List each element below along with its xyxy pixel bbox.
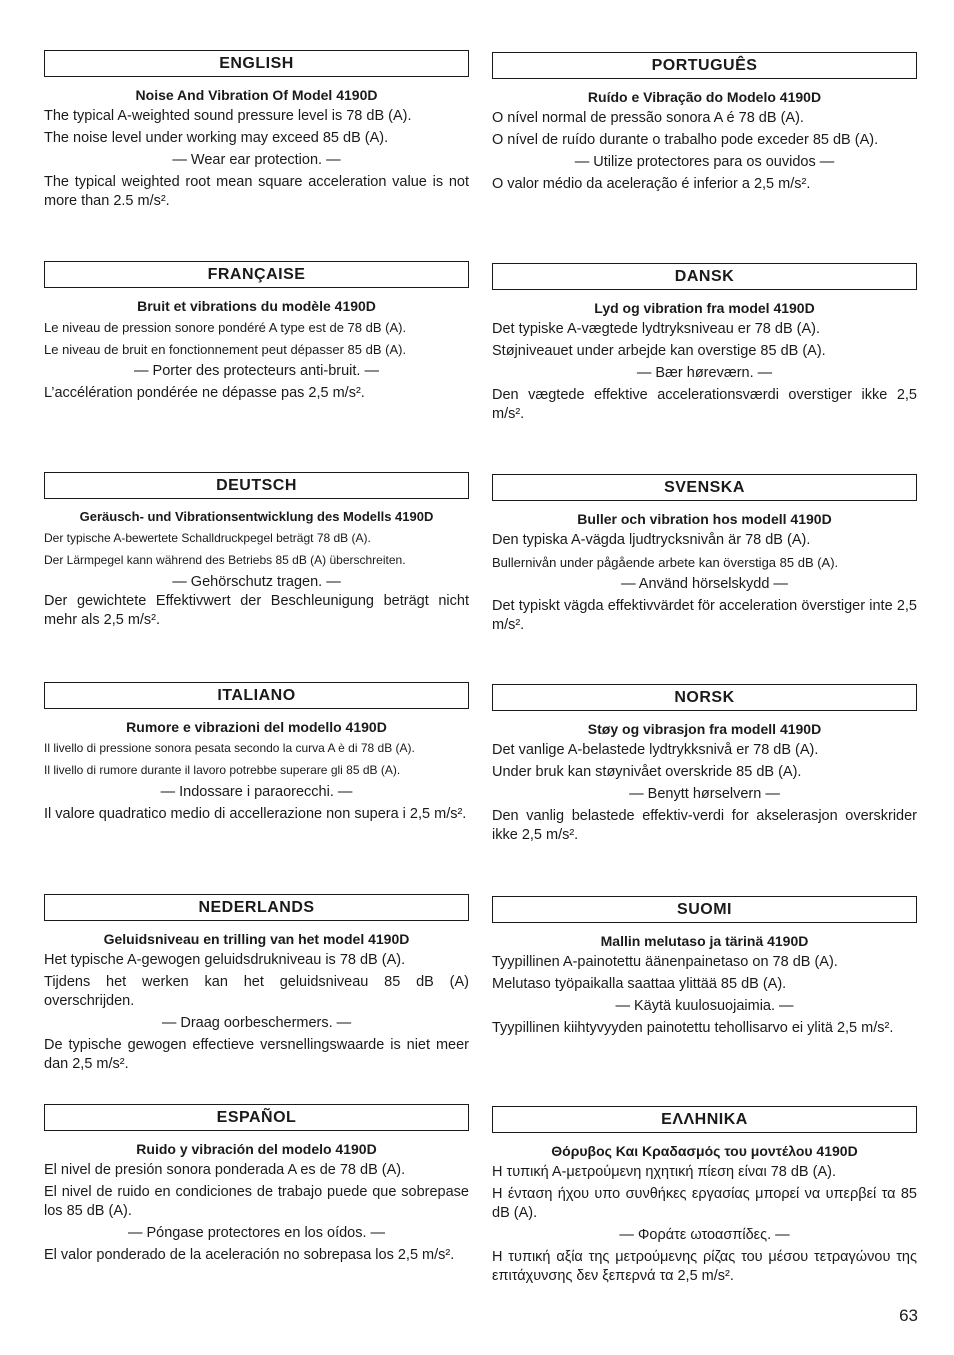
- noise-level-text: Il livello di rumore durante il lavoro potrebbe superare gli 85 dB (A).: [44, 763, 401, 777]
- ear-protection-text: — Käytä kuulosuojaimia. —: [615, 998, 794, 1014]
- noise-level-text: El nivel de ruido en condiciones de trabajo puede que sobrepase los 85 dB (A).: [44, 1184, 469, 1219]
- section-svenska: [492, 474, 917, 635]
- section-title: SVENSKA: [492, 474, 917, 501]
- ear-protection-text: — Póngase protectores en los oídos. —: [127, 1225, 386, 1241]
- ear-protection-text: — Draag oorbeschermers. —: [161, 1015, 352, 1031]
- sound-pressure-text: Il livello di pressione sonora pesata secondo la curva A è di 78 dB (A).: [44, 741, 415, 755]
- acceleration-text: Den vægtede effektive accelerationsværdi overstiger ikke 2,5 m/s².: [492, 387, 917, 422]
- ear-protection-text: — Porter des protecteurs anti-bruit. —: [134, 363, 379, 379]
- section-english: [44, 50, 469, 211]
- section-title: ITALIANO: [44, 682, 469, 709]
- page-number: 63: [899, 1306, 918, 1325]
- section-title: DEUTSCH: [44, 472, 469, 499]
- noise-level-text: O nível de ruído durante o trabalho pode exceder 85 dB (A).: [492, 132, 879, 148]
- acceleration-text: Il valore quadratico medio di accellerazione non supera i 2,5 m/s².: [44, 806, 467, 822]
- acceleration-text: Den vanlig belastede effektiv-verdi for akselerasjon overskrider ikke 2,5 m/s².: [492, 808, 917, 843]
- section-title: DANSK: [492, 263, 917, 290]
- section-subtitle: Buller och vibration hos modell 4190D: [577, 511, 832, 527]
- section-espanol: [44, 1104, 469, 1265]
- section-subtitle: Lyd og vibration fra model 4190D: [594, 300, 815, 316]
- section-deutsch: [44, 472, 469, 630]
- section-subtitle: Geluidsniveau en trilling van het model 4190D: [103, 931, 410, 947]
- sound-pressure-text: Der typische A-bewertete Schalldruckpegel beträgt 78 dB (A).: [44, 531, 371, 545]
- section-subtitle: Ruido y vibración del modelo 4190D: [136, 1141, 377, 1157]
- section-dansk: [492, 263, 917, 424]
- section-title: NORSK: [492, 684, 917, 711]
- sound-pressure-text: Det typiske A-vægtede lydtryksniveau er 78 dB (A).: [492, 321, 821, 337]
- sound-pressure-text: Le niveau de pression sonore pondéré A type est de 78 dB (A).: [44, 320, 407, 335]
- acceleration-text: L’accélération pondérée ne dépasse pas 2,5 m/s².: [44, 385, 365, 401]
- section-italiano: [44, 682, 469, 824]
- section-norsk: [492, 684, 917, 845]
- ear-protection-text: — Utilize protectores para os ouvidos —: [574, 154, 835, 170]
- section-title: NEDERLANDS: [44, 894, 469, 921]
- section-title: SUOMI: [492, 896, 917, 923]
- sound-pressure-text: Tyypillinen A-painotettu äänenpainetaso on 78 dB (A).: [492, 954, 838, 970]
- acceleration-text: Det typiskt vägda effektivvärdet för acceleration överstiger inte 2,5 m/s².: [492, 598, 917, 633]
- section-title: FRANÇAISE: [44, 261, 469, 288]
- acceleration-text: O valor médio da aceleração é inferior a 2,5 m/s².: [492, 176, 811, 192]
- section-title: ΕΛΛΗΝΙΚΑ: [492, 1106, 917, 1133]
- section-subtitle: Noise And Vibration Of Model 4190D: [135, 87, 378, 103]
- ear-protection-text: — Bær høreværn. —: [636, 365, 773, 381]
- sound-pressure-text: Den typiska A-vägda ljudtrycksnivån är 78 dB (A).: [492, 532, 811, 548]
- section-nederlands: [44, 894, 469, 1074]
- section-subtitle: Mallin melutaso ja tärinä 4190D: [600, 933, 809, 949]
- noise-level-text: Melutaso työpaikalla saattaa ylittää 85 dB (A).: [492, 976, 787, 992]
- section-subtitle: Geräusch- und Vibrationsentwicklung des Modells 4190D: [79, 509, 434, 524]
- acceleration-text: Tyypillinen kiihtyvyyden painotettu tehollisarvo ei ylitä 2,5 m/s².: [492, 1020, 894, 1036]
- section-subtitle: Støy og vibrasjon fra modell 4190D: [587, 721, 822, 737]
- acceleration-text: Der gewichtete Effektivwert der Beschleunigung beträgt nicht mehr als 2,5 m/s².: [44, 593, 469, 628]
- noise-level-text: Der Lärmpegel kann während des Betriebs 85 dB (A) überschreiten.: [44, 553, 406, 567]
- section-portugues: [492, 52, 917, 194]
- section-subtitle: Rumore e vibrazioni del modello 4190D: [126, 719, 387, 735]
- noise-level-text: Tijdens het werken kan het geluidsniveau 85 dB (A) overschrijden.: [44, 974, 469, 1009]
- acceleration-text: El valor ponderado de la aceleración no sobrepasa los 2,5 m/s².: [44, 1247, 455, 1263]
- noise-level-text: Le niveau de bruit en fonctionnement peut dépasser 85 dB (A).: [44, 342, 407, 357]
- section-title: PORTUGUÊS: [492, 52, 917, 79]
- sound-pressure-text: The typical A-weighted sound pressure level is 78 dB (A).: [44, 108, 412, 124]
- ear-protection-text: — Wear ear protection. —: [172, 152, 341, 168]
- ear-protection-text: — Benytt hørselvern —: [629, 786, 780, 802]
- noise-level-text: The noise level under working may exceed 85 dB (A).: [44, 130, 389, 146]
- noise-level-text: Bullernivån under pågående arbete kan överstiga 85 dB (A).: [492, 555, 839, 570]
- section-francaise: [44, 261, 469, 403]
- noise-level-text: Under bruk kan støynivået overskride 85 dB (A).: [492, 764, 802, 780]
- section-ellinika: [492, 1106, 917, 1286]
- ear-protection-text: — Gehörschutz tragen. —: [172, 574, 341, 590]
- sound-pressure-text: Het typische A-gewogen geluidsdrukniveau is 78 dB (A).: [44, 952, 406, 968]
- sound-pressure-text: Η τυπική Α-μετρούμενη ηχητική πίεση είναι 78 dB (A).: [492, 1164, 836, 1180]
- sound-pressure-text: El nivel de presión sonora ponderada A es de 78 dB (A).: [44, 1162, 406, 1178]
- section-subtitle: Bruit et vibrations du modèle 4190D: [137, 298, 376, 314]
- section-subtitle: Ruído e Vibração do Modelo 4190D: [587, 89, 822, 105]
- ear-protection-text: — Använd hörselskydd —: [621, 576, 788, 592]
- section-suomi: [492, 896, 917, 1038]
- section-subtitle: Θόρυβος Και Κραδασμός του μοντέλου 4190D: [551, 1143, 858, 1159]
- section-title: ENGLISH: [44, 50, 469, 77]
- sound-pressure-text: Det vanlige A-belastede lydtrykksnivå er 78 dB (A).: [492, 742, 819, 758]
- acceleration-text: The typical weighted root mean square acceleration value is not more than 2.5 m/s².: [44, 174, 469, 209]
- acceleration-text: Η τυπική αξία της μετρούμενης ρίζας του μέσου τετραγώνου της επιτάχυνσης δεν ξεπερνά τα 2,5 m/s².: [492, 1249, 917, 1284]
- acceleration-text: De typische gewogen effectieve versnellingswaarde is niet meer dan 2,5 m/s².: [44, 1037, 469, 1072]
- noise-level-text: Støjniveauet under arbejde kan overstige 85 dB (A).: [492, 343, 826, 359]
- ear-protection-text: — Φοράτε ωτοασπίδες. —: [619, 1227, 790, 1243]
- ear-protection-text: — Indossare i paraorecchi. —: [160, 784, 353, 800]
- noise-level-text: Η ένταση ήχου υπο συνθήκες εργασίας μπορεί να υπερβεί τα 85 dB (A).: [492, 1186, 917, 1221]
- section-title: ESPAÑOL: [44, 1104, 469, 1131]
- sound-pressure-text: O nível normal de pressão sonora A é 78 dB (A).: [492, 110, 804, 126]
